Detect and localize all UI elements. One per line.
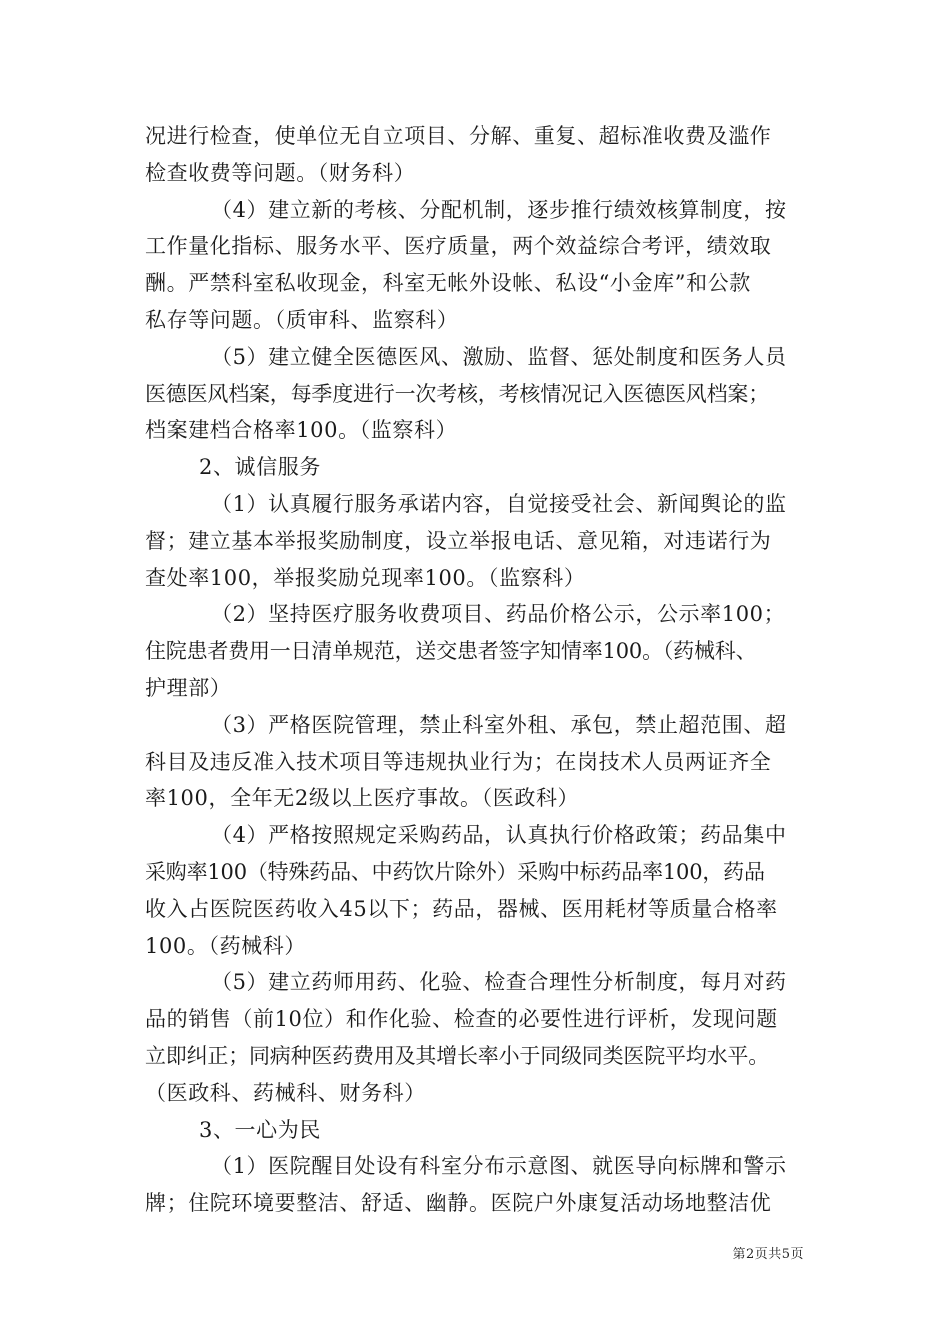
paragraph-line: 检查收费等问题。（财务科） bbox=[145, 160, 416, 185]
paragraph-line: 酬。严禁科室私收现金，科室无帐外设帐、私设“小金库”和公款 bbox=[145, 271, 751, 296]
paragraph-line: （2）坚持医疗服务收费项目、药品价格公示，公示率100； bbox=[211, 602, 786, 627]
paragraph-line: 品的销售（前10位）和作化验、检查的必要性进行评析，发现问题 bbox=[145, 1007, 778, 1032]
page-number: 第2页共5页 bbox=[732, 1247, 804, 1262]
paragraph-line: （4）严格按照规定采购药品，认真执行价格政策；药品集中 bbox=[211, 823, 787, 848]
section-heading: 3、一心为民 bbox=[199, 1117, 321, 1142]
section-heading: 2、诚信服务 bbox=[199, 455, 321, 480]
paragraph-line: （5）建立健全医德医风、激励、监督、惩处制度和医务人员 bbox=[211, 344, 787, 369]
paragraph-line: 立即纠正；同病种医药费用及其增长率小于同级同类医院平均水平。 bbox=[145, 1043, 769, 1068]
paragraph-line: 况进行检查，使单位无自立项目、分解、重复、超标准收费及滥作 bbox=[145, 124, 772, 148]
paragraph-line: 采购率100（特殊药品、中药饮片除外）采购中标药品率100，药品 bbox=[145, 859, 765, 884]
paragraph-line: 档案建档合格率100。（监察科） bbox=[145, 418, 458, 443]
paragraph-line: 收入占医院医药收入45以下；药品，器械、医用耗材等质量合格率 bbox=[145, 896, 778, 921]
paragraph-line: （1）认真履行服务承诺内容，自觉接受社会、新闻舆论的监 bbox=[211, 491, 787, 516]
paragraph-line: 督；建立基本举报奖励制度，设立举报电话、意见箱，对违诺行为 bbox=[145, 528, 772, 553]
document-body bbox=[145, 118, 825, 1222]
paragraph-line: （4）建立新的考核、分配机制，逐步推行绩效核算制度，按 bbox=[211, 197, 787, 222]
paragraph-line: 查处率100，举报奖励兑现率100。（监察科） bbox=[145, 565, 586, 590]
paragraph-line: （医政科、药械科、财务科） bbox=[145, 1080, 426, 1105]
paragraph-line: 医德医风档案，每季度进行一次考核，考核情况记入医德医风档案； bbox=[145, 381, 769, 406]
paragraph-line: （1）医院醒目处设有科室分布示意图、就医导向标牌和警示 bbox=[211, 1154, 787, 1179]
paragraph-line: 牌；住院环境要整洁、舒适、幽静。医院户外康复活动场地整洁优 bbox=[145, 1191, 772, 1216]
paragraph-line: 护理部） bbox=[145, 675, 232, 700]
paragraph-line: 100。（药械科） bbox=[145, 933, 306, 958]
paragraph-line: 科目及违反准入技术项目等违规执业行为；在岗技术人员两证齐全 bbox=[145, 749, 772, 774]
paragraph-line: （5）建立药师用药、化验、检查合理性分析制度，每月对药 bbox=[211, 970, 787, 995]
paragraph-line: （3）严格医院管理，禁止科室外租、承包，禁止超范围、超 bbox=[211, 712, 787, 737]
paragraph-line: 率100，全年无2级以上医疗事故。（医政科） bbox=[145, 786, 580, 811]
paragraph-line: 私存等问题。（质审科、监察科） bbox=[145, 307, 459, 332]
paragraph-line: 工作量化指标、服务水平、医疗质量，两个效益综合考评，绩效取 bbox=[145, 234, 772, 259]
paragraph-line: 住院患者费用一日清单规范，送交患者签字知情率100。（药械科、 bbox=[145, 639, 757, 664]
